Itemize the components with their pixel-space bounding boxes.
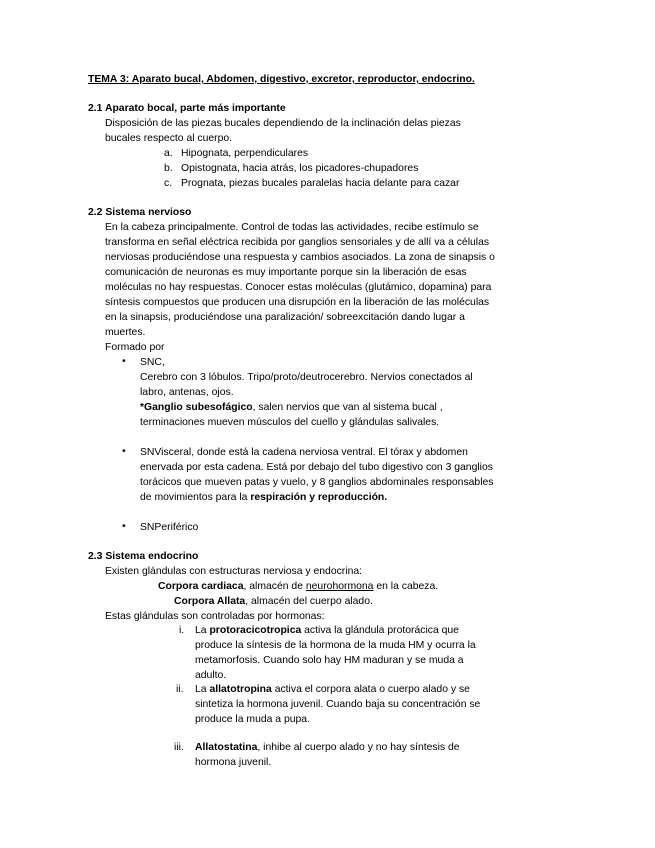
hormone-item-line: metamorfosis. Cuando solo hay HM maduran y se muda a [195,655,464,666]
hormone-item-line [195,740,460,755]
neurohormona-underline: neurohormona [305,581,374,592]
bullet-icon: • [122,521,126,532]
section-heading-2-3: 2.3 Sistema endocrino [88,551,199,562]
hormone-post: , inhibe al cuerpo alado y no hay síntesis de [257,742,460,753]
document-title [88,72,475,87]
ganglio-line-2: terminaciones mueven músculos del cuello y glándulas salivales. [140,417,440,428]
hormone-item-line: produce la muda a pupa. [195,714,310,725]
bullet-icon: • [122,446,126,457]
ganglio-line [140,400,443,415]
corpora-cardiaca-bold: Corpora cardiaca [158,581,244,592]
list-item: Hipognata, perpendiculares [181,148,309,159]
snv-line-bold: respiración y reproducción. [250,492,388,503]
snc-line: Cerebro con 3 lóbulos. Tripo/proto/deutrocerebro. Nervios conectados al [140,372,473,383]
snv-line: enervada por esta cadena. Está por debajo del tubo digestivo con 3 ganglios [140,462,493,473]
section-2-3-intro: Existen glándulas con estructuras nerviosa y endocrina: [105,566,363,577]
hormone-post: activa el corpora alata o cuerpo alado y se [271,684,470,695]
hormone-bold: Allatostatina [195,742,258,753]
snv-line-pre: de movimientos para la [140,492,251,503]
snc-label: SNC, [140,357,165,368]
hormone-item-line: produce la síntesis de la hormona de la muda HM y ocurra la [195,640,476,651]
roman-marker: i. [179,625,185,636]
section-2-3-controlled: Estas glándulas son controladas por hormonas: [105,611,325,622]
hormone-bold: protoracicotropica [209,625,302,636]
snv-line: SNVisceral, donde está la cadena nerviosa ventral. El tórax y abdomen [140,447,468,458]
list-item: Prognata, piezas bucales paralelas hacia delante para cazar [181,178,460,189]
snc-line: labro, antenas, ojos. [140,387,234,398]
corpora-allata-rest: , almacén del cuerpo alado. [245,596,373,607]
section-2-1-line: bucales respecto al cuerpo. [105,133,233,144]
hormone-pre: La [195,684,210,695]
section-2-2-line: muertes. [105,327,146,338]
corpora-cardiaca-mid: , almacén de [243,581,306,592]
list-marker: b. [164,163,173,174]
section-2-1-line: Disposición de las piezas bucales dependiendo de la inclinación delas piezas [105,118,461,129]
section-2-2-line: nerviosas produciéndose una respuesta y cambios asociados. La zona de sinapsis o [105,252,495,263]
section-2-2-line: síntesis compuestos que producen una disrupción en la liberación de las moléculas [105,297,490,308]
section-2-2-line: en la sinapsis, produciéndose una paralización/ sobreexcitación dando lugar a [105,312,465,323]
section-heading-2-2: 2.2 Sistema nervioso [88,207,192,218]
list-item: Opistognata, hacia atrás, los picadores-chupadores [181,163,419,174]
ganglio-rest: , salen nervios que van al sistema bucal , [252,402,443,413]
section-2-2-line: comunicación de neuronas es muy importante porque sin la liberación de esas [105,267,467,278]
list-marker: c. [164,178,173,189]
hormone-item-line: sintetiza la hormona juvenil. Cuando baja su concentración se [195,699,481,710]
roman-marker: ii. [176,684,184,695]
list-marker: a. [164,148,173,159]
section-2-2-line: Formado por [105,342,165,353]
hormone-bold: allatotropina [209,684,272,695]
title-label: TEMA 3: [88,74,130,85]
snv-line: torácicos que mueven patas y vuelo, y 8 ganglios abdominales responsables [140,477,494,488]
roman-marker: iii. [174,742,184,753]
hormone-post: activa la glándula protorácica que [301,625,459,636]
section-2-2-line: En la cabeza principalmente. Control de todas las actividades, recibe estímulo se [105,222,479,233]
corpora-allata-line [174,594,373,609]
section-2-2-line: transforma en señal eléctrica recibida por ganglios sensoriales y de allí va a células [105,237,490,248]
bullet-icon: • [122,356,126,367]
ganglio-bold: *Ganglio subesofágico [140,402,253,413]
corpora-cardiaca-end: en la cabeza. [373,581,439,592]
corpora-cardiaca-line [158,579,438,594]
snv-line [140,490,387,505]
hormone-item-line: hormona juvenil. [195,757,272,768]
snp-label: SNPeriférico [140,522,199,533]
title-text: Aparato bucal, Abdomen, digestivo, excretor, reproductor, endocrino. [129,74,475,85]
hormone-item-line [195,682,470,697]
section-heading-2-1: 2.1 Aparato bocal, parte más importante [88,103,286,114]
hormone-pre: La [195,625,210,636]
section-2-2-line: moléculas no hay respuestas. Conocer estas moléculas (glutámico, dopamina) para [105,282,492,293]
hormone-item-line [195,623,459,638]
corpora-allata-bold: Corpora Allata [174,596,246,607]
hormone-item-line: adulto. [195,670,227,681]
